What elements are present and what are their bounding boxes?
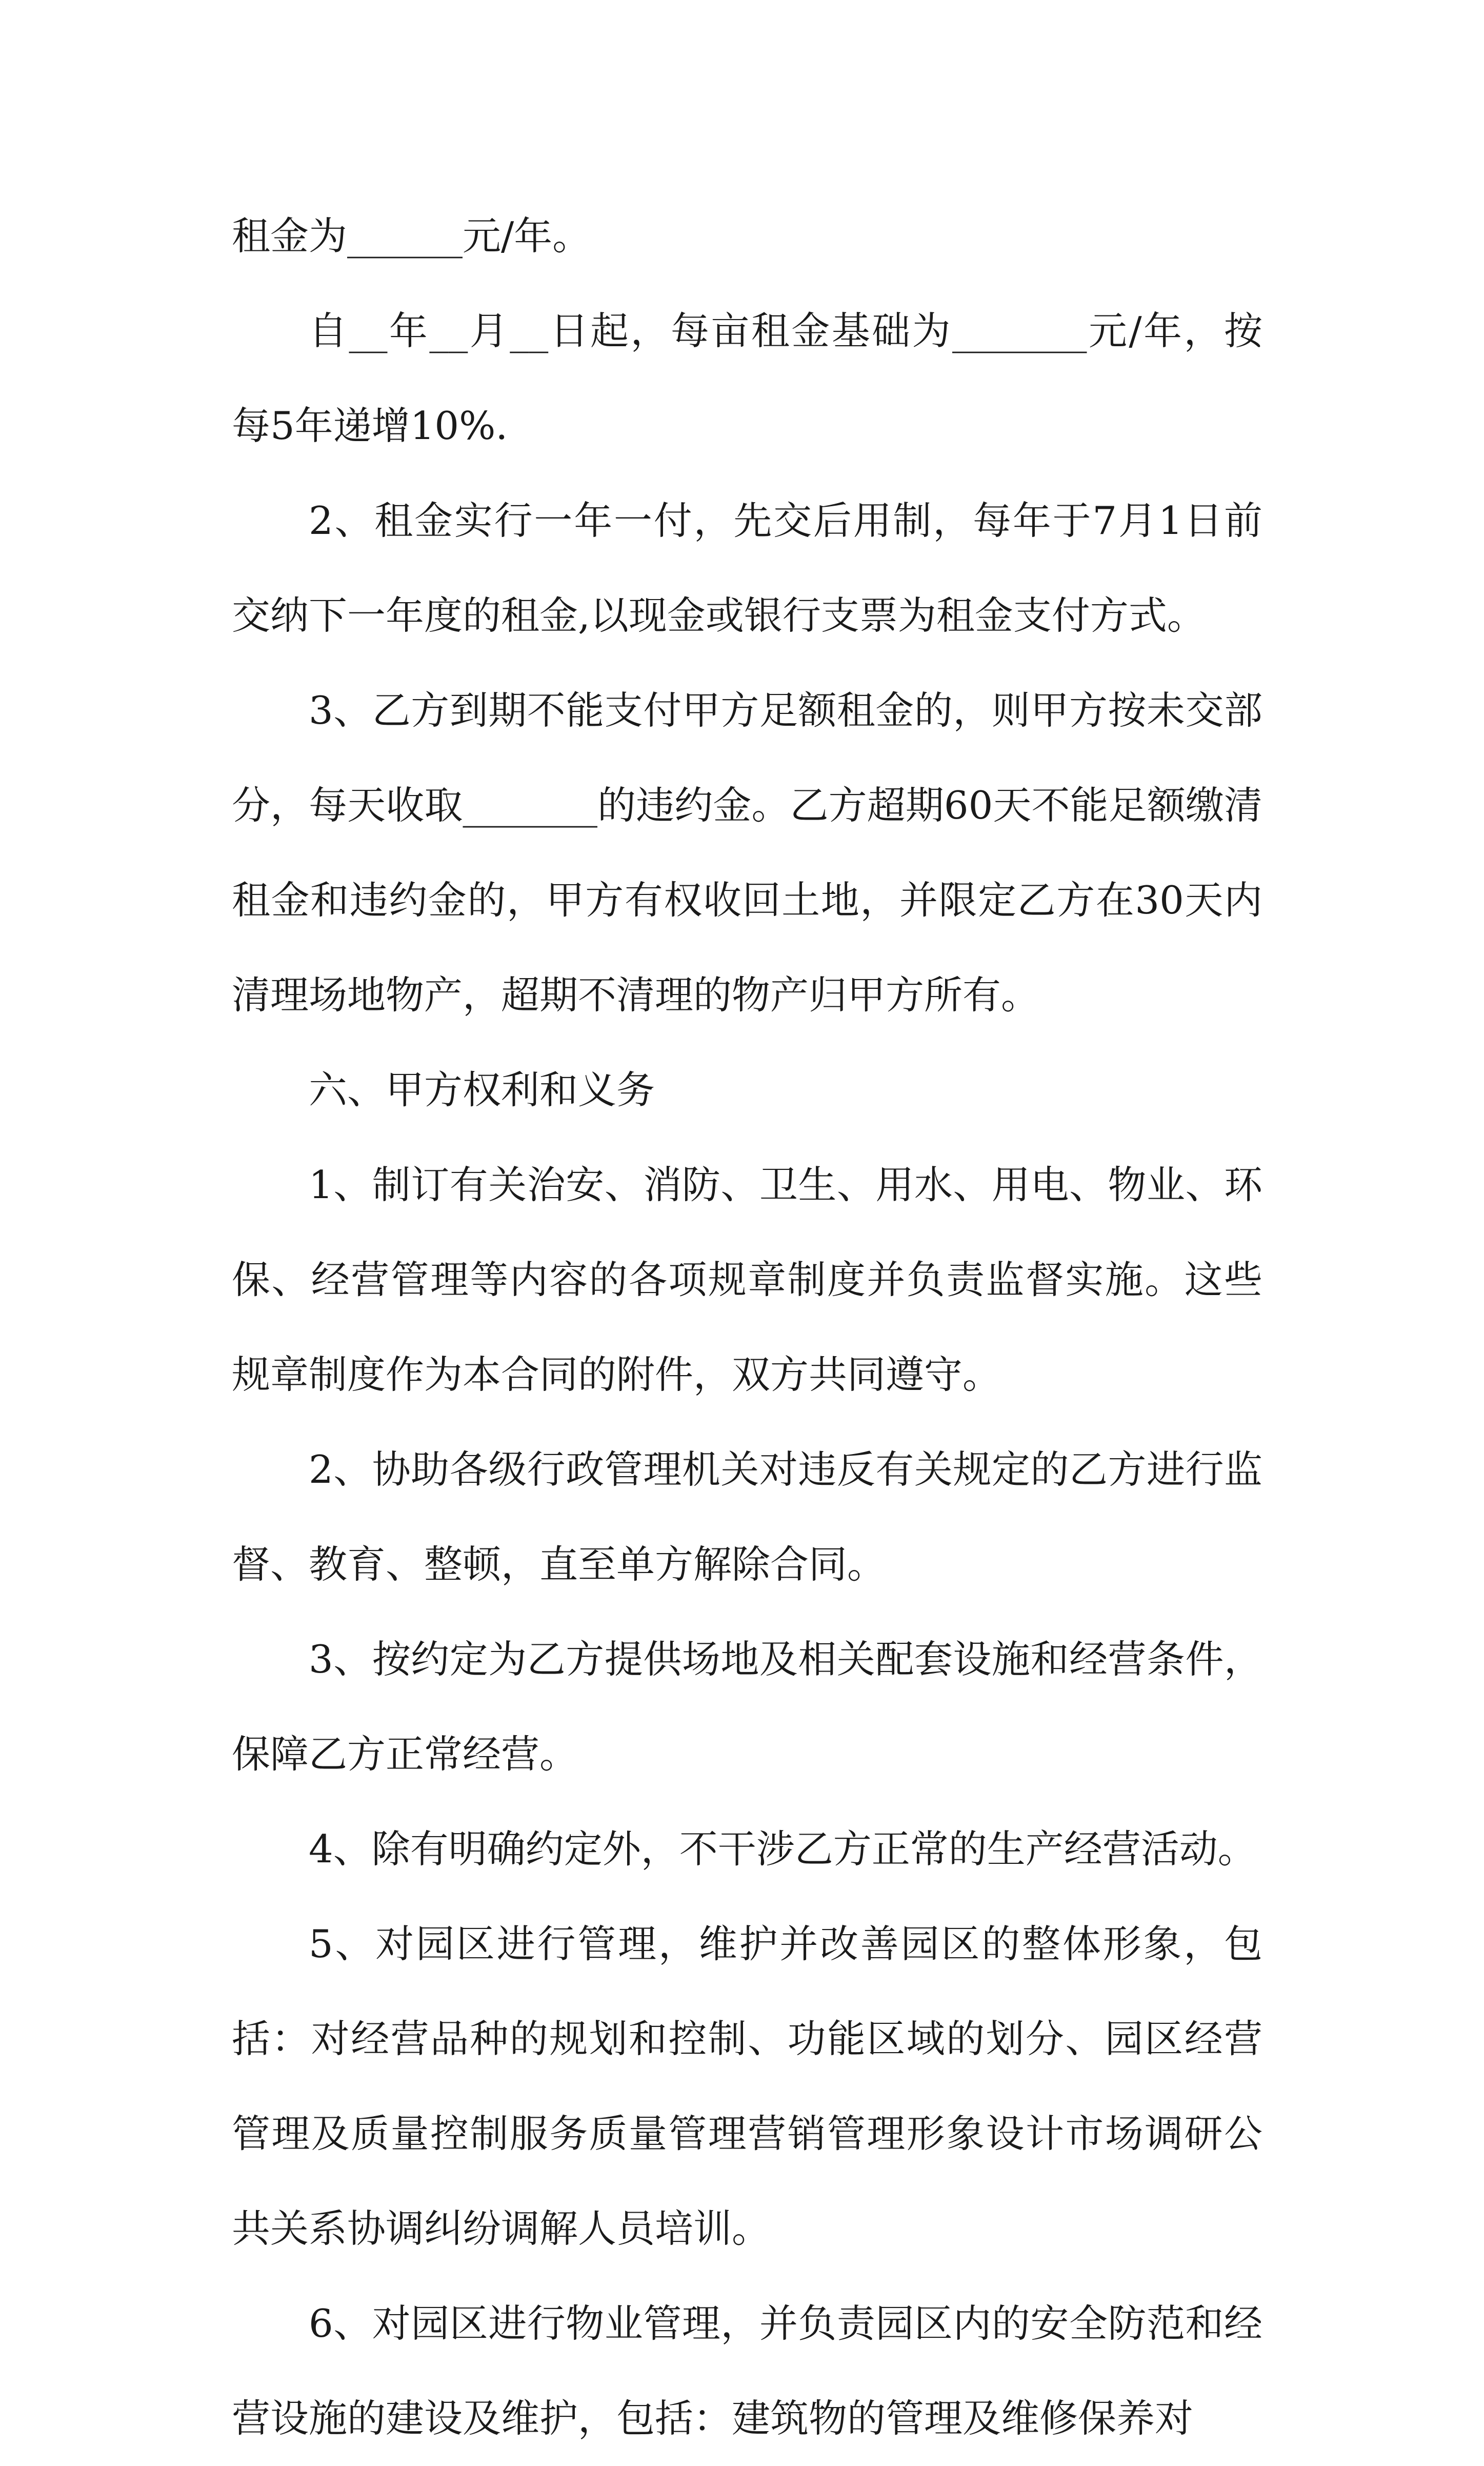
document-body	[232, 189, 1262, 2466]
paragraph-11: 6、对园区进行物业管理，并负责园区内的安全防范和经营设施的建设及维护，包括：建筑物的管理及维修保养对	[232, 2301, 1262, 2441]
paragraph-2: 自__年__月__日起，每亩租金基础为_______元/年，按每5年递增10%.	[232, 308, 1262, 448]
paragraph-3: 2、租金实行一年一付，先交后用制，每年于7月1日前交纳下一年度的租金,以现金或银行支票为租金支付方式。	[232, 498, 1262, 638]
paragraph-9: 4、除有明确约定外，不干涉乙方正常的生产经营活动。	[309, 1826, 1256, 1872]
section-heading-6: 六、甲方权利和义务	[309, 1067, 655, 1112]
paragraph-4: 3、乙方到期不能支付甲方足额租金的，则甲方按未交部分，每天收取_______的违约金。乙方超期60天不能足额缴清租金和违约金的，甲方有权收回土地，并限定乙方在30天内清理场地物产，超期不清理的物产归甲方所有。	[232, 688, 1262, 1018]
paragraph-10: 5、对园区进行管理，维护并改善园区的整体形象，包括：对经营品种的规划和控制、功能区域的划分、园区经营管理及质量控制服务质量管理营销管理形象设计市场调研公共关系协调纠纷调解人员培训。	[232, 1921, 1262, 2251]
paragraph-1: 租金为______元/年。	[232, 213, 591, 258]
paragraph-8: 3、按约定为乙方提供场地及相关配套设施和经营条件，保障乙方正常经营。	[232, 1637, 1262, 1777]
paragraph-7: 2、协助各级行政管理机关对违反有关规定的乙方进行监督、教育、整顿，直至单方解除合同。	[232, 1447, 1262, 1587]
paragraph-6: 1、制订有关治安、消防、卫生、用水、用电、物业、环保、经营管理等内容的各项规章制度并负责监督实施。这些规章制度作为本合同的附件，双方共同遵守。	[232, 1162, 1262, 1397]
